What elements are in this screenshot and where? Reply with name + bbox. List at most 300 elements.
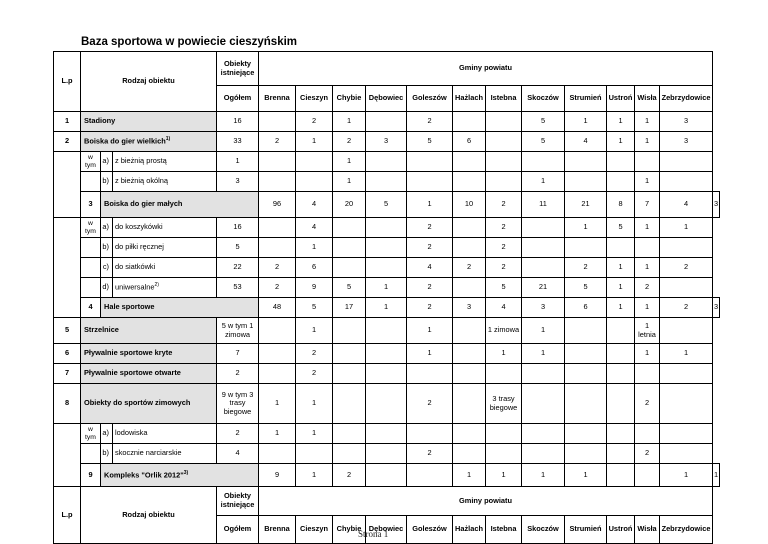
value-cell (296, 364, 333, 384)
value-cell (635, 424, 660, 444)
value-cell (407, 152, 453, 172)
value-cell-text: 5 (618, 222, 623, 232)
value-cell (660, 278, 713, 298)
value-cell (453, 318, 486, 344)
value-cell (333, 152, 366, 172)
table-subrow (54, 424, 720, 444)
header-gmina (607, 516, 635, 544)
value-cell-text: 4 (235, 448, 240, 458)
header-gmina (522, 86, 565, 112)
page-title: Baza sportowa w powiecie cieszyńskim (81, 36, 298, 48)
value-cell-text: 2 (311, 348, 317, 358)
value-cell (565, 424, 607, 444)
header-gmina (296, 516, 333, 544)
header-ogolem-text: Ogółem (223, 93, 252, 103)
value-cell-text: 2 (583, 262, 588, 272)
value-cell-text: 1 (583, 222, 588, 232)
value-cell-text: 1 (683, 222, 689, 232)
value-cell-text: 2 (501, 222, 506, 232)
value-cell-text: 2 (427, 282, 432, 292)
value-cell (296, 218, 333, 238)
row-name-text: Pływalnie sportowe otwarte (84, 368, 181, 378)
value-cell-text: 2 (235, 428, 240, 438)
value-cell (486, 278, 522, 298)
value-cell-text: 5 (583, 282, 588, 292)
value-cell (259, 172, 296, 192)
value-cell (296, 192, 333, 218)
value-cell (522, 192, 565, 218)
value-cell-text: 2 (346, 136, 352, 146)
value-cell (607, 444, 635, 464)
header-gminy (259, 487, 713, 516)
value-cell (217, 258, 259, 278)
footnote-marker: 1) (165, 136, 171, 142)
value-cell (607, 258, 635, 278)
value-cell (660, 344, 713, 364)
value-cell (259, 464, 296, 487)
value-cell-text: 1 (618, 302, 623, 312)
header-gmina-text: Chybie (336, 524, 362, 534)
value-cell-text: 4 (427, 262, 432, 272)
table-row (54, 464, 720, 487)
value-cell (522, 464, 565, 487)
value-cell (217, 238, 259, 258)
value-cell (522, 132, 565, 152)
value-cell (486, 192, 522, 218)
value-cell (366, 112, 407, 132)
value-cell (660, 444, 713, 464)
value-cell (333, 344, 366, 364)
value-cell (407, 112, 453, 132)
value-cell (366, 364, 407, 384)
header-gmina-text: Istebna (490, 93, 517, 103)
value-cell-text: 9 (311, 282, 317, 292)
row-name (81, 344, 217, 364)
value-cell (296, 444, 333, 464)
value-cell (407, 172, 453, 192)
value-cell (453, 238, 486, 258)
value-cell-text: 1 (540, 469, 546, 479)
table-row (54, 384, 720, 424)
value-cell (607, 238, 635, 258)
value-cell (366, 238, 407, 258)
value-cell (333, 464, 366, 487)
value-cell (522, 218, 565, 238)
value-cell-text: 10 (464, 199, 474, 209)
value-cell-text: 1 (346, 156, 352, 166)
value-cell (366, 384, 407, 424)
value-cell (607, 132, 635, 152)
w-tym-label (81, 152, 101, 172)
value-cell-text: 2 (427, 398, 432, 408)
value-cell (333, 132, 366, 152)
subrow-letter-text: a) (102, 428, 109, 438)
header-gmina (453, 516, 486, 544)
value-cell (407, 384, 453, 424)
row-lp-empty (54, 152, 81, 218)
value-cell-text: 1 (311, 136, 317, 146)
value-cell (635, 238, 660, 258)
value-cell-text: 1 (427, 199, 432, 209)
value-cell-text: 22 (233, 262, 242, 272)
header-obiekty (217, 52, 259, 86)
value-cell-text: 1 (644, 222, 650, 232)
value-cell (217, 132, 259, 152)
row-lp (54, 364, 81, 384)
subrow-name (113, 152, 217, 172)
subrow-name-text: do koszykówki (115, 222, 163, 232)
value-cell-text: 48 (272, 302, 282, 312)
value-cell (486, 384, 522, 424)
table-row (54, 344, 720, 364)
value-cell-text: 1 (644, 116, 650, 126)
table-row (54, 112, 720, 132)
value-cell (660, 298, 713, 318)
value-cell (486, 238, 522, 258)
subrow-letter (101, 218, 113, 238)
row-lp-text: 7 (64, 368, 70, 378)
value-cell (565, 172, 607, 192)
value-cell (217, 384, 259, 424)
value-cell (296, 172, 333, 192)
value-cell-text: 1 (383, 302, 389, 312)
value-cell (660, 192, 713, 218)
value-cell-text: 1 (618, 116, 623, 126)
header-gmina (407, 516, 453, 544)
value-cell (407, 238, 453, 258)
value-cell (407, 298, 453, 318)
value-cell (565, 192, 607, 218)
table-row (54, 132, 720, 152)
value-cell-text: 2 (644, 282, 650, 292)
row-name (81, 384, 217, 424)
header-gminy (259, 52, 713, 86)
value-cell-text: 1 (311, 428, 317, 438)
value-cell (453, 132, 486, 152)
header-rodzaj (81, 52, 217, 112)
value-cell (522, 298, 565, 318)
subrow-name-text: do siatkówki (115, 262, 156, 272)
value-cell (296, 344, 333, 364)
value-cell (333, 218, 366, 238)
value-cell-text: 5 (235, 242, 240, 252)
header-rodzaj (81, 487, 217, 544)
header-gmina-text: Istebna (490, 524, 517, 534)
value-cell-text: 20 (344, 199, 354, 209)
w-tym-empty (81, 258, 101, 278)
value-cell-text: 1 (311, 242, 317, 252)
value-cell (486, 444, 522, 464)
value-cell (660, 364, 713, 384)
row-lp (54, 132, 81, 152)
table-subrow (54, 278, 720, 298)
value-cell (486, 218, 522, 238)
value-cell-text: 5 (311, 302, 317, 312)
value-cell (407, 344, 453, 364)
value-cell (296, 464, 333, 487)
value-cell (333, 444, 366, 464)
value-cell-text: 1 (383, 282, 389, 292)
header-gmina-text: Dębowiec (368, 93, 404, 103)
header-gminy-text: Gminy powiatu (459, 495, 512, 505)
header-gmina (333, 86, 366, 112)
value-cell (522, 258, 565, 278)
row-name (101, 464, 259, 487)
value-cell (217, 112, 259, 132)
subrow-name-text: lodowiska (115, 428, 148, 438)
value-cell (296, 112, 333, 132)
value-cell-text: 2 (427, 242, 432, 252)
value-cell (366, 464, 407, 487)
value-cell-text: 1 (466, 469, 472, 479)
table-subrow (54, 444, 720, 464)
value-cell (635, 384, 660, 424)
value-cell-text: 2 (311, 116, 317, 126)
value-cell (217, 424, 259, 444)
header-gmina (660, 86, 713, 112)
value-cell-text: 1 (311, 398, 317, 408)
value-cell (296, 278, 333, 298)
value-cell-text: 1 (583, 116, 588, 126)
value-cell (486, 344, 522, 364)
value-cell-text: 5 (540, 136, 546, 146)
value-cell (259, 152, 296, 172)
w-tym-empty (81, 278, 101, 298)
value-cell (635, 278, 660, 298)
header-gmina-text: Hażlach (455, 524, 483, 534)
value-cell (453, 278, 486, 298)
header-gmina (607, 86, 635, 112)
value-cell (453, 152, 486, 172)
value-cell (259, 364, 296, 384)
value-cell (453, 298, 486, 318)
value-cell (660, 152, 713, 172)
header-gmina-text: Zebrzydowice (661, 93, 711, 103)
row-name-text: Obiekty do sportów zimowych (84, 398, 191, 408)
subrow-letter (101, 424, 113, 444)
value-cell-text: 1 (427, 348, 432, 358)
value-cell (635, 364, 660, 384)
value-cell (296, 258, 333, 278)
value-cell (522, 172, 565, 192)
value-cell (486, 152, 522, 172)
header-gmina-text: Chybie (336, 93, 362, 103)
value-cell-text: 1 (540, 325, 546, 335)
header-gmina (522, 516, 565, 544)
value-cell-text: 2 (427, 302, 432, 312)
header-gmina (486, 86, 522, 112)
value-cell (635, 464, 660, 487)
value-cell-text: 21 (538, 282, 548, 292)
header-gmina-text: Hażlach (455, 93, 483, 103)
value-cell (366, 132, 407, 152)
value-cell (565, 384, 607, 424)
header-obiekty (217, 487, 259, 516)
value-cell (217, 444, 259, 464)
row-lp-text: 6 (64, 348, 70, 358)
value-cell (635, 218, 660, 238)
row-name-text: Stadiony (84, 116, 116, 126)
value-cell (522, 424, 565, 444)
value-cell-text: 3 (466, 302, 472, 312)
row-lp (81, 464, 101, 487)
value-cell (333, 424, 366, 444)
value-cell-text: 1 (644, 348, 650, 358)
value-cell-text: 1 (311, 325, 317, 335)
header-rodzaj-text: Rodzaj obiektu (122, 509, 175, 519)
header-gmina (453, 86, 486, 112)
subrow-letter (101, 444, 113, 464)
table-row (54, 192, 720, 218)
value-cell (565, 364, 607, 384)
header-gmina-text: Strumień (569, 524, 602, 534)
value-cell-text: 2 (427, 222, 432, 232)
value-cell (366, 152, 407, 172)
header-gmina (660, 516, 713, 544)
value-cell-text: 7 (235, 348, 240, 358)
value-cell (453, 112, 486, 132)
value-cell (407, 192, 453, 218)
value-cell (635, 444, 660, 464)
header-row (54, 52, 720, 86)
value-cell (486, 464, 522, 487)
value-cell-text: 2 (501, 262, 506, 272)
value-cell-text: 2 (274, 282, 280, 292)
header-gmina-text: Brenna (264, 524, 290, 534)
value-cell (565, 132, 607, 152)
subrow-name-text: do piłki ręcznej (115, 242, 164, 252)
value-cell (607, 112, 635, 132)
value-cell (453, 218, 486, 238)
value-cell (486, 112, 522, 132)
value-cell-text: 1 (644, 176, 650, 186)
header-lp-text: L.p (61, 509, 73, 519)
value-cell-text: 2 (274, 262, 280, 272)
row-name-text: Strzelnice (84, 325, 119, 335)
header-gmina (407, 86, 453, 112)
value-cell-text: 1 (501, 348, 506, 358)
value-cell (259, 344, 296, 364)
value-cell (217, 278, 259, 298)
header-gmina-text: Cieszyn (300, 93, 328, 103)
value-cell-text: 3 (540, 302, 546, 312)
value-cell (366, 218, 407, 238)
value-cell (635, 318, 660, 344)
value-cell-text: 1 (683, 348, 689, 358)
value-cell-text: 2 (427, 116, 432, 126)
value-cell (453, 364, 486, 384)
value-cell (635, 192, 660, 218)
subrow-letter-text: b) (102, 176, 109, 186)
value-cell-text: 1 (644, 262, 650, 272)
value-cell-text: 5 w tym 1 zimowa (221, 320, 254, 339)
subrow-letter-text: c) (102, 262, 109, 272)
value-cell-text: 1 (618, 136, 623, 146)
value-cell-text: 9 (274, 469, 280, 479)
value-cell (453, 464, 486, 487)
value-cell (259, 444, 296, 464)
header-obiekty-text: Obiekty istniejące (220, 58, 255, 77)
value-cell (217, 364, 259, 384)
header-gmina-text: Wisła (637, 93, 657, 103)
row-lp (54, 344, 81, 364)
value-cell-text: 4 (311, 222, 317, 232)
value-cell (407, 444, 453, 464)
w-tym-label (81, 218, 101, 238)
value-cell (366, 278, 407, 298)
sports-facilities-table (53, 51, 720, 544)
value-cell (333, 318, 366, 344)
value-cell (366, 298, 407, 318)
page-footer: Strona 1 (358, 529, 389, 539)
value-cell (565, 318, 607, 344)
value-cell-text: 4 (683, 199, 689, 209)
value-cell (259, 192, 296, 218)
value-cell (296, 318, 333, 344)
value-cell (565, 238, 607, 258)
value-cell-text: 2 (683, 302, 689, 312)
value-cell (565, 112, 607, 132)
value-cell (486, 364, 522, 384)
subrow-letter (101, 152, 113, 172)
row-name (101, 298, 259, 318)
value-cell (607, 218, 635, 238)
value-cell (453, 424, 486, 444)
value-cell (607, 344, 635, 364)
subrow-letter (101, 258, 113, 278)
value-cell (607, 152, 635, 172)
value-cell-text: 5 (501, 282, 506, 292)
value-cell-text: 2 (644, 398, 650, 408)
header-gmina (635, 516, 660, 544)
value-cell-text: 7 (644, 199, 650, 209)
header-gmina-text: Dębowiec (368, 524, 404, 534)
value-cell (407, 464, 453, 487)
header-row (54, 487, 720, 516)
subrow-name (113, 238, 217, 258)
value-cell-text: 4 (583, 136, 588, 146)
value-cell (366, 424, 407, 444)
value-cell-text: 5 (540, 116, 546, 126)
value-cell (565, 152, 607, 172)
subrow-letter-text: b) (102, 448, 109, 458)
value-cell-text: 5 (346, 282, 352, 292)
header-lp (54, 487, 81, 544)
value-cell (565, 298, 607, 318)
value-cell (522, 384, 565, 424)
value-cell (660, 112, 713, 132)
value-cell-text: 5 (427, 136, 432, 146)
value-cell (660, 238, 713, 258)
row-name-text: Boiska do gier małych (104, 199, 183, 209)
value-cell (217, 152, 259, 172)
value-cell (296, 298, 333, 318)
value-cell (660, 258, 713, 278)
value-cell-text: 1 (683, 469, 689, 479)
value-cell-text: 3 (683, 136, 689, 146)
row-lp-text: 3 (88, 199, 93, 209)
value-cell-text: 6 (583, 302, 588, 312)
value-cell-text: 3 (683, 116, 689, 126)
subrow-name (113, 424, 217, 444)
value-cell (522, 344, 565, 364)
value-cell (407, 218, 453, 238)
value-cell-text: 16 (233, 222, 242, 232)
value-cell (486, 258, 522, 278)
header-gmina-text: Goleszów (412, 524, 447, 534)
value-cell (635, 344, 660, 364)
value-cell (486, 172, 522, 192)
